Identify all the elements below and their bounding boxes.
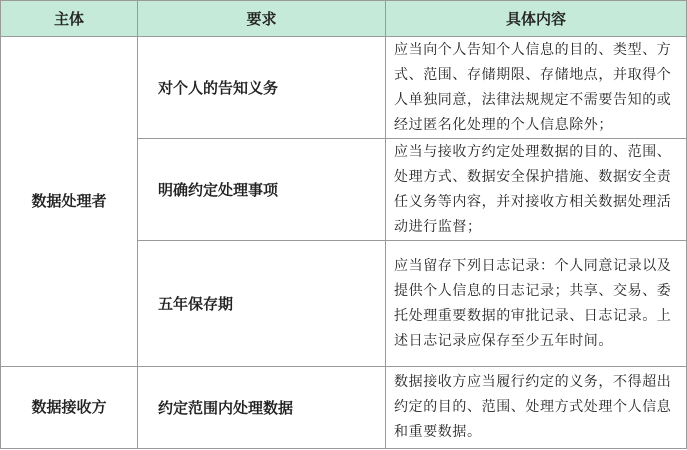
header-content: 具体内容 — [386, 1, 687, 37]
content-cell: 应当向个人告知个人信息的目的、类型、方式、范围、存储期限、存储地点，并取得个人单独同意，法律法规规定不需要告知的或经过匿名化处理的个人信息除外； — [386, 37, 687, 139]
content-cell: 应当与接收方约定处理数据的目的、范围、处理方式、数据安全保护措施、数据安全责任义务等内容，并对接收方相关数据处理活动进行监督； — [386, 139, 687, 241]
requirement-cell: 约定范围内处理数据 — [138, 367, 386, 449]
table-header-row — [1, 1, 687, 37]
content-cell: 数据接收方应当履行约定的义务，不得超出约定的目的、范围、处理方式处理个人信息和重要数据。 — [386, 367, 687, 449]
requirement-cell: 对个人的告知义务 — [138, 37, 386, 139]
requirement-cell: 明确约定处理事项 — [138, 139, 386, 241]
subject-cell: 数据接收方 — [1, 367, 138, 449]
table-row — [1, 37, 687, 139]
requirement-cell: 五年保存期 — [138, 241, 386, 367]
header-requirement: 要求 — [138, 1, 386, 37]
table-row — [1, 367, 687, 449]
subject-cell: 数据处理者 — [1, 37, 138, 367]
content-cell: 应当留存下列日志记录：个人同意记录以及提供个人信息的日志记录；共享、交易、委托处理重要数据的审批记录、日志记录。上述日志记录应保存至少五年时间。 — [386, 241, 687, 367]
header-subject: 主体 — [1, 1, 138, 37]
